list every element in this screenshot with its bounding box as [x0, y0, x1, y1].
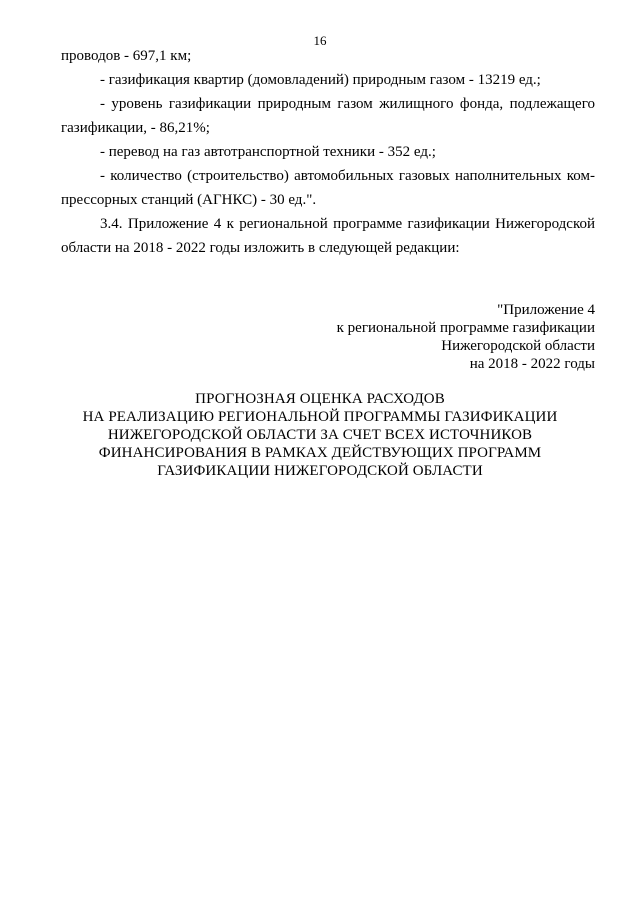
paragraph-apartments-gasification [61, 68, 595, 92]
text-line: прессорных станций (АГНКС) - 30 ед.". [61, 192, 317, 208]
appendix-line: к региональной программе газификации [336, 320, 595, 336]
appendix-header [337, 301, 595, 373]
title-line: ФИНАНСИРОВАНИЯ В РАМКАХ ДЕЙСТВУЮЩИХ ПРОГРАММ [98, 445, 542, 461]
text-line: 3.4. Приложение 4 к региональной программе газификации Нижегородской [100, 216, 595, 232]
paragraph-agnks-stations [61, 164, 595, 212]
paragraph-appendix-amendment [61, 212, 595, 260]
text-line: - количество (строительство) автомобильных газовых наполнительных ком- [100, 168, 595, 184]
paragraph-gasification-level [61, 92, 595, 140]
title-line: НИЖЕГОРОДСКОЙ ОБЛАСТИ ЗА СЧЕТ ВСЕХ ИСТОЧНИКОВ [107, 427, 533, 443]
appendix-line: Нижегородской области [441, 338, 595, 354]
text-line: проводов - 697,1 км; [61, 48, 192, 64]
paragraph-vehicle-conversion [61, 140, 595, 164]
text-line: области на 2018 - 2022 годы изложить в следующей редакции: [61, 240, 460, 256]
paragraph-pipelines [61, 44, 595, 68]
title-line: ГАЗИФИКАЦИИ НИЖЕГОРОДСКОЙ ОБЛАСТИ [157, 463, 483, 479]
appendix-line: "Приложение 4 [497, 302, 595, 318]
title-line: ПРОГНОЗНАЯ ОЦЕНКА РАСХОДОВ [195, 391, 445, 407]
title-line: НА РЕАЛИЗАЦИЮ РЕГИОНАЛЬНОЙ ПРОГРАММЫ ГАЗИФИКАЦИИ [82, 409, 558, 425]
text-line: газификации, - 86,21%; [61, 120, 210, 136]
text-line: - уровень газификации природным газом жилищного фонда, подлежащего [100, 96, 595, 112]
appendix-line: на 2018 - 2022 годы [469, 356, 595, 372]
text-line: - газификация квартир (домовладений) природным газом - 13219 ед.; [100, 72, 541, 88]
page-number: 16 [313, 33, 327, 48]
body-text [61, 44, 595, 260]
text-line: - перевод на газ автотранспортной техники - 352 ед.; [100, 144, 436, 160]
document-title [0, 390, 640, 480]
